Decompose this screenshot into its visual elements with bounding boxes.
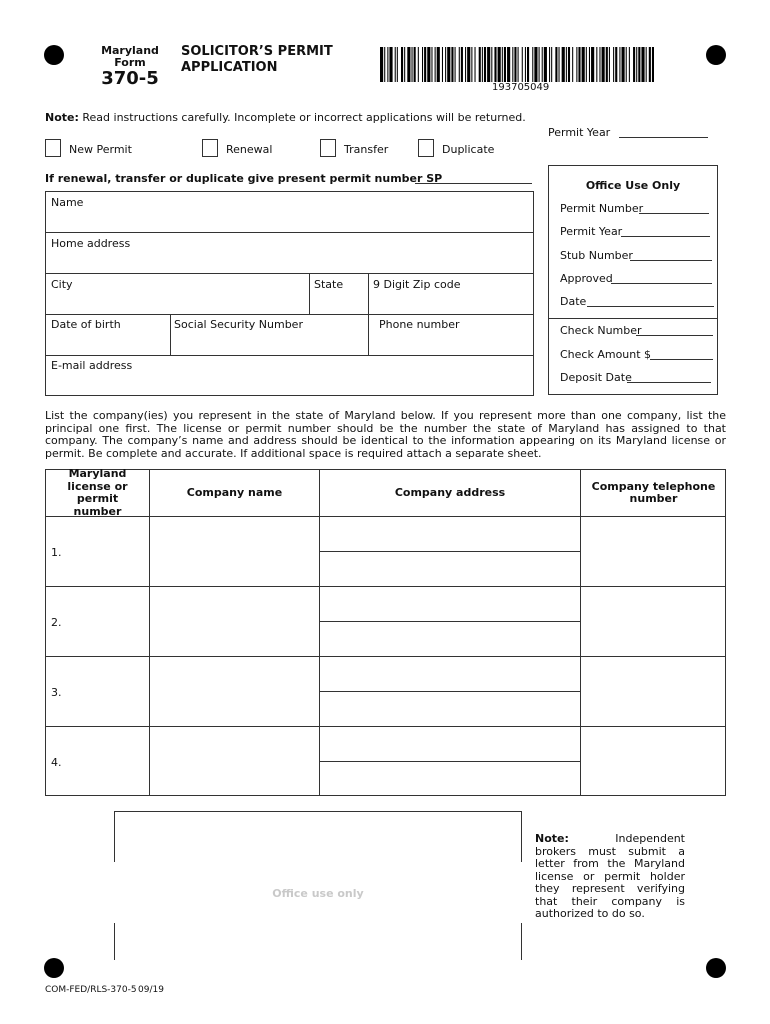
office-deposit-date-label: Deposit Date — [560, 371, 632, 384]
office-permit-year-label: Permit Year — [560, 225, 623, 238]
city-field[interactable]: City — [51, 278, 73, 291]
header-company-address: Company address — [394, 485, 506, 499]
new-permit-checkbox[interactable] — [45, 139, 61, 157]
registration-mark-bottom-right — [706, 958, 726, 978]
form-title-line2: APPLICATION — [181, 60, 278, 75]
row-number-1: 1. — [51, 546, 62, 559]
office-stub-number-line — [630, 249, 712, 261]
office-date-line — [587, 295, 714, 307]
header-company-telephone: Company telephone number — [591, 479, 716, 505]
footer-date: 09/19 — [138, 985, 164, 995]
office-permit-number-label: Permit Number — [560, 202, 644, 215]
company-table — [45, 469, 726, 796]
email-field[interactable]: E-mail address — [51, 359, 133, 372]
office-check-amount-line — [650, 348, 713, 360]
row-number-3: 3. — [51, 686, 62, 699]
renewal-label: Renewal — [226, 143, 273, 156]
office-check-number-label: Check Number — [560, 324, 642, 337]
transfer-label: Transfer — [344, 143, 389, 156]
company-instructions: List the company(ies) you represent in the state of Maryland below. If you represent more than one company, list the principal one first. The license or permit number should be the number the state of Maryland has assigned to that company. The company’s name and address should be identical to the information appearing on its Maryland license or permit. Be complete and accurate. If additional space is required attach a separate sheet. — [45, 409, 726, 460]
row-number-4: 4. — [51, 756, 62, 769]
name-field[interactable]: Name — [51, 196, 84, 209]
home-address-field[interactable]: Home address — [51, 237, 131, 250]
duplicate-checkbox[interactable] — [418, 139, 434, 157]
barcode-number: 193705049 — [492, 82, 550, 93]
office-check-number-line — [636, 324, 713, 336]
broker-note — [535, 833, 685, 921]
transfer-checkbox[interactable] — [320, 139, 336, 157]
registration-mark-bottom-left — [44, 958, 64, 978]
phone-number-field[interactable]: Phone number — [379, 318, 460, 331]
header-license-number: Maryland license or permit number — [67, 467, 128, 518]
instructions-note — [45, 111, 526, 124]
office-approved-label: Approved — [560, 272, 613, 285]
form-number: 370-5 — [101, 68, 159, 89]
footer-form-code: COM-FED/RLS-370-5 — [45, 985, 137, 995]
office-use-title: Office Use Only — [585, 179, 681, 192]
office-permit-number-line — [639, 202, 709, 214]
broker-note-label: Note: — [535, 832, 569, 845]
permit-year-field[interactable] — [619, 126, 708, 138]
office-use-only-box — [114, 811, 522, 960]
state-field[interactable]: State — [314, 278, 344, 291]
office-date-label: Date — [560, 295, 587, 308]
renewal-checkbox[interactable] — [202, 139, 218, 157]
zip-code-field[interactable]: 9 Digit Zip code — [373, 278, 461, 291]
form-word-label: Form — [114, 56, 146, 69]
date-of-birth-field[interactable]: Date of birth — [51, 318, 121, 331]
present-permit-prompt: If renewal, transfer or duplicate give present permit number SP — [45, 172, 443, 185]
permit-year-label: Permit Year — [548, 126, 611, 139]
office-check-amount-label: Check Amount $ — [560, 348, 652, 361]
note-label: Note: — [45, 111, 79, 124]
form-title-line1: SOLICITOR’S PERMIT — [181, 44, 333, 59]
row-number-2: 2. — [51, 616, 62, 629]
office-use-only-label: Office use only — [272, 887, 364, 900]
note-text: Read instructions carefully. Incomplete or incorrect applications will be returned. — [78, 111, 526, 124]
form-state-label: Maryland — [101, 44, 159, 57]
new-permit-label: New Permit — [69, 143, 132, 156]
duplicate-label: Duplicate — [442, 143, 495, 156]
office-deposit-date-line — [627, 371, 711, 383]
office-permit-year-line — [621, 225, 710, 237]
header-company-name: Company name — [186, 485, 283, 499]
broker-note-text: Independent brokers must submit a letter from the Maryland license or permit holder they represent verifying that their company is authorized to do so. — [535, 832, 685, 920]
registration-mark-top-left — [44, 45, 64, 65]
ssn-field[interactable]: Social Security Number — [174, 318, 303, 331]
barcode — [380, 47, 654, 82]
office-approved-line — [611, 272, 712, 284]
present-permit-number-field[interactable] — [415, 172, 532, 184]
registration-mark-top-right — [706, 45, 726, 65]
office-stub-number-label: Stub Number — [560, 249, 633, 262]
